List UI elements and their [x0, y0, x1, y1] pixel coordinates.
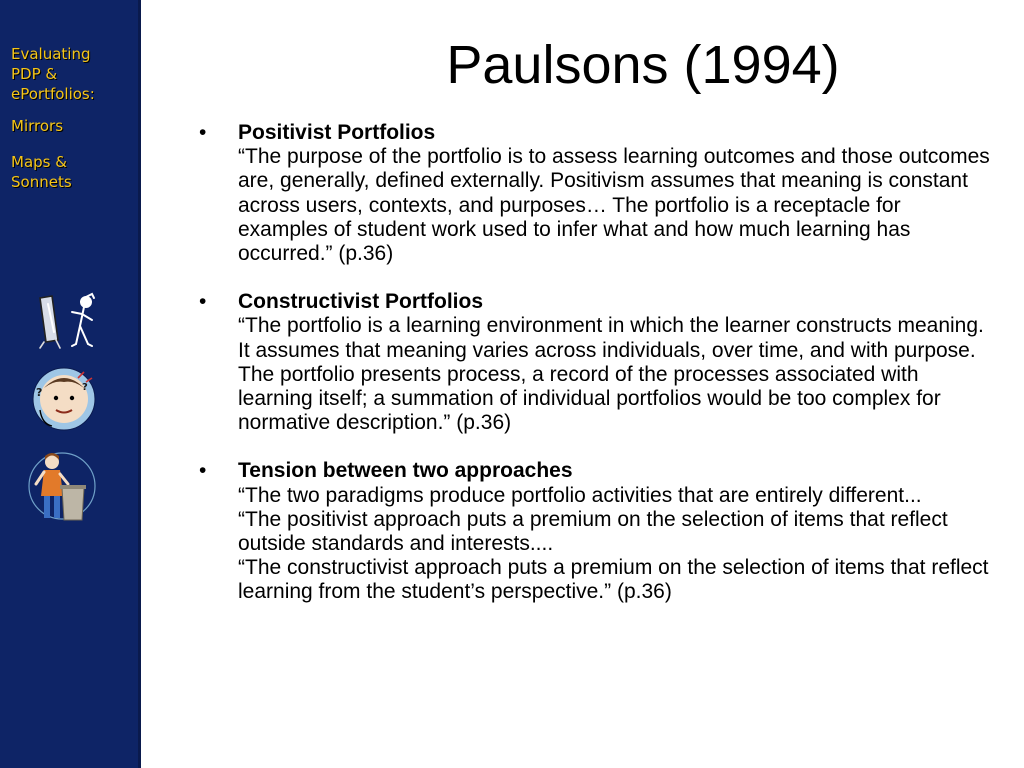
sidebar	[0, 0, 141, 768]
page-title: Paulsons (1994)	[446, 35, 840, 95]
bullet-heading: Positivist Portfolios	[238, 121, 436, 144]
sidebar-item-mirrors[interactable]: Mirrors	[11, 117, 64, 135]
bullet-constructivist	[195, 290, 995, 435]
quote-text: “The purpose of the portfolio is to assess learning outcomes and those outcomes are, generally, defined externally. Positivism assumes that meaning is constant across users, contexts, and purposes… The portfolio is a receptacle for examples of student work used to infer what and how much learning has occurred.” (p.36)	[238, 145, 990, 266]
quote-text: “The two paradigms produce portfolio activities that are entirely different...	[238, 483, 922, 507]
bullet-heading: Constructivist Portfolios	[238, 290, 484, 314]
quote-text: “The positivist approach puts a premium on the selection of items that reflect outside standards and interests....	[238, 507, 948, 556]
sidebar-item-evaluating[interactable]: Evaluating PDP & ePortfolios:	[11, 45, 95, 103]
thinking-face-icon	[0, 366, 141, 432]
bullet-marker: •	[199, 121, 207, 144]
svg-text:?: ?	[82, 382, 88, 393]
bullet-list	[195, 121, 995, 629]
bullet-marker: •	[199, 290, 207, 314]
sidebar-nav	[11, 44, 139, 208]
quote-text: “The constructivist approach puts a premium on the selection of items that reflect learning from the student’s perspective.” (p.36)	[238, 556, 989, 604]
bullet-tension	[195, 459, 995, 604]
svg-text:?: ?	[36, 386, 43, 399]
bullet-marker: •	[199, 459, 207, 483]
bullet-heading: Tension between two approaches	[238, 459, 573, 483]
quote-text: “The portfolio is a learning environment in which the learner constructs meaning. It assumes that meaning varies across individuals, over time, and with purpose. The portfolio presents process, a record of the processes associated with learning itself; a summation of individual portfolios would be too complex for normative description.” (p.36)	[238, 314, 984, 435]
speaker-at-podium-icon	[0, 448, 141, 524]
sidebar-item-maps-sonnets[interactable]: Maps & Sonnets	[11, 153, 72, 191]
mirror-figure-icon	[0, 292, 141, 350]
bullet-positivist	[195, 121, 995, 266]
